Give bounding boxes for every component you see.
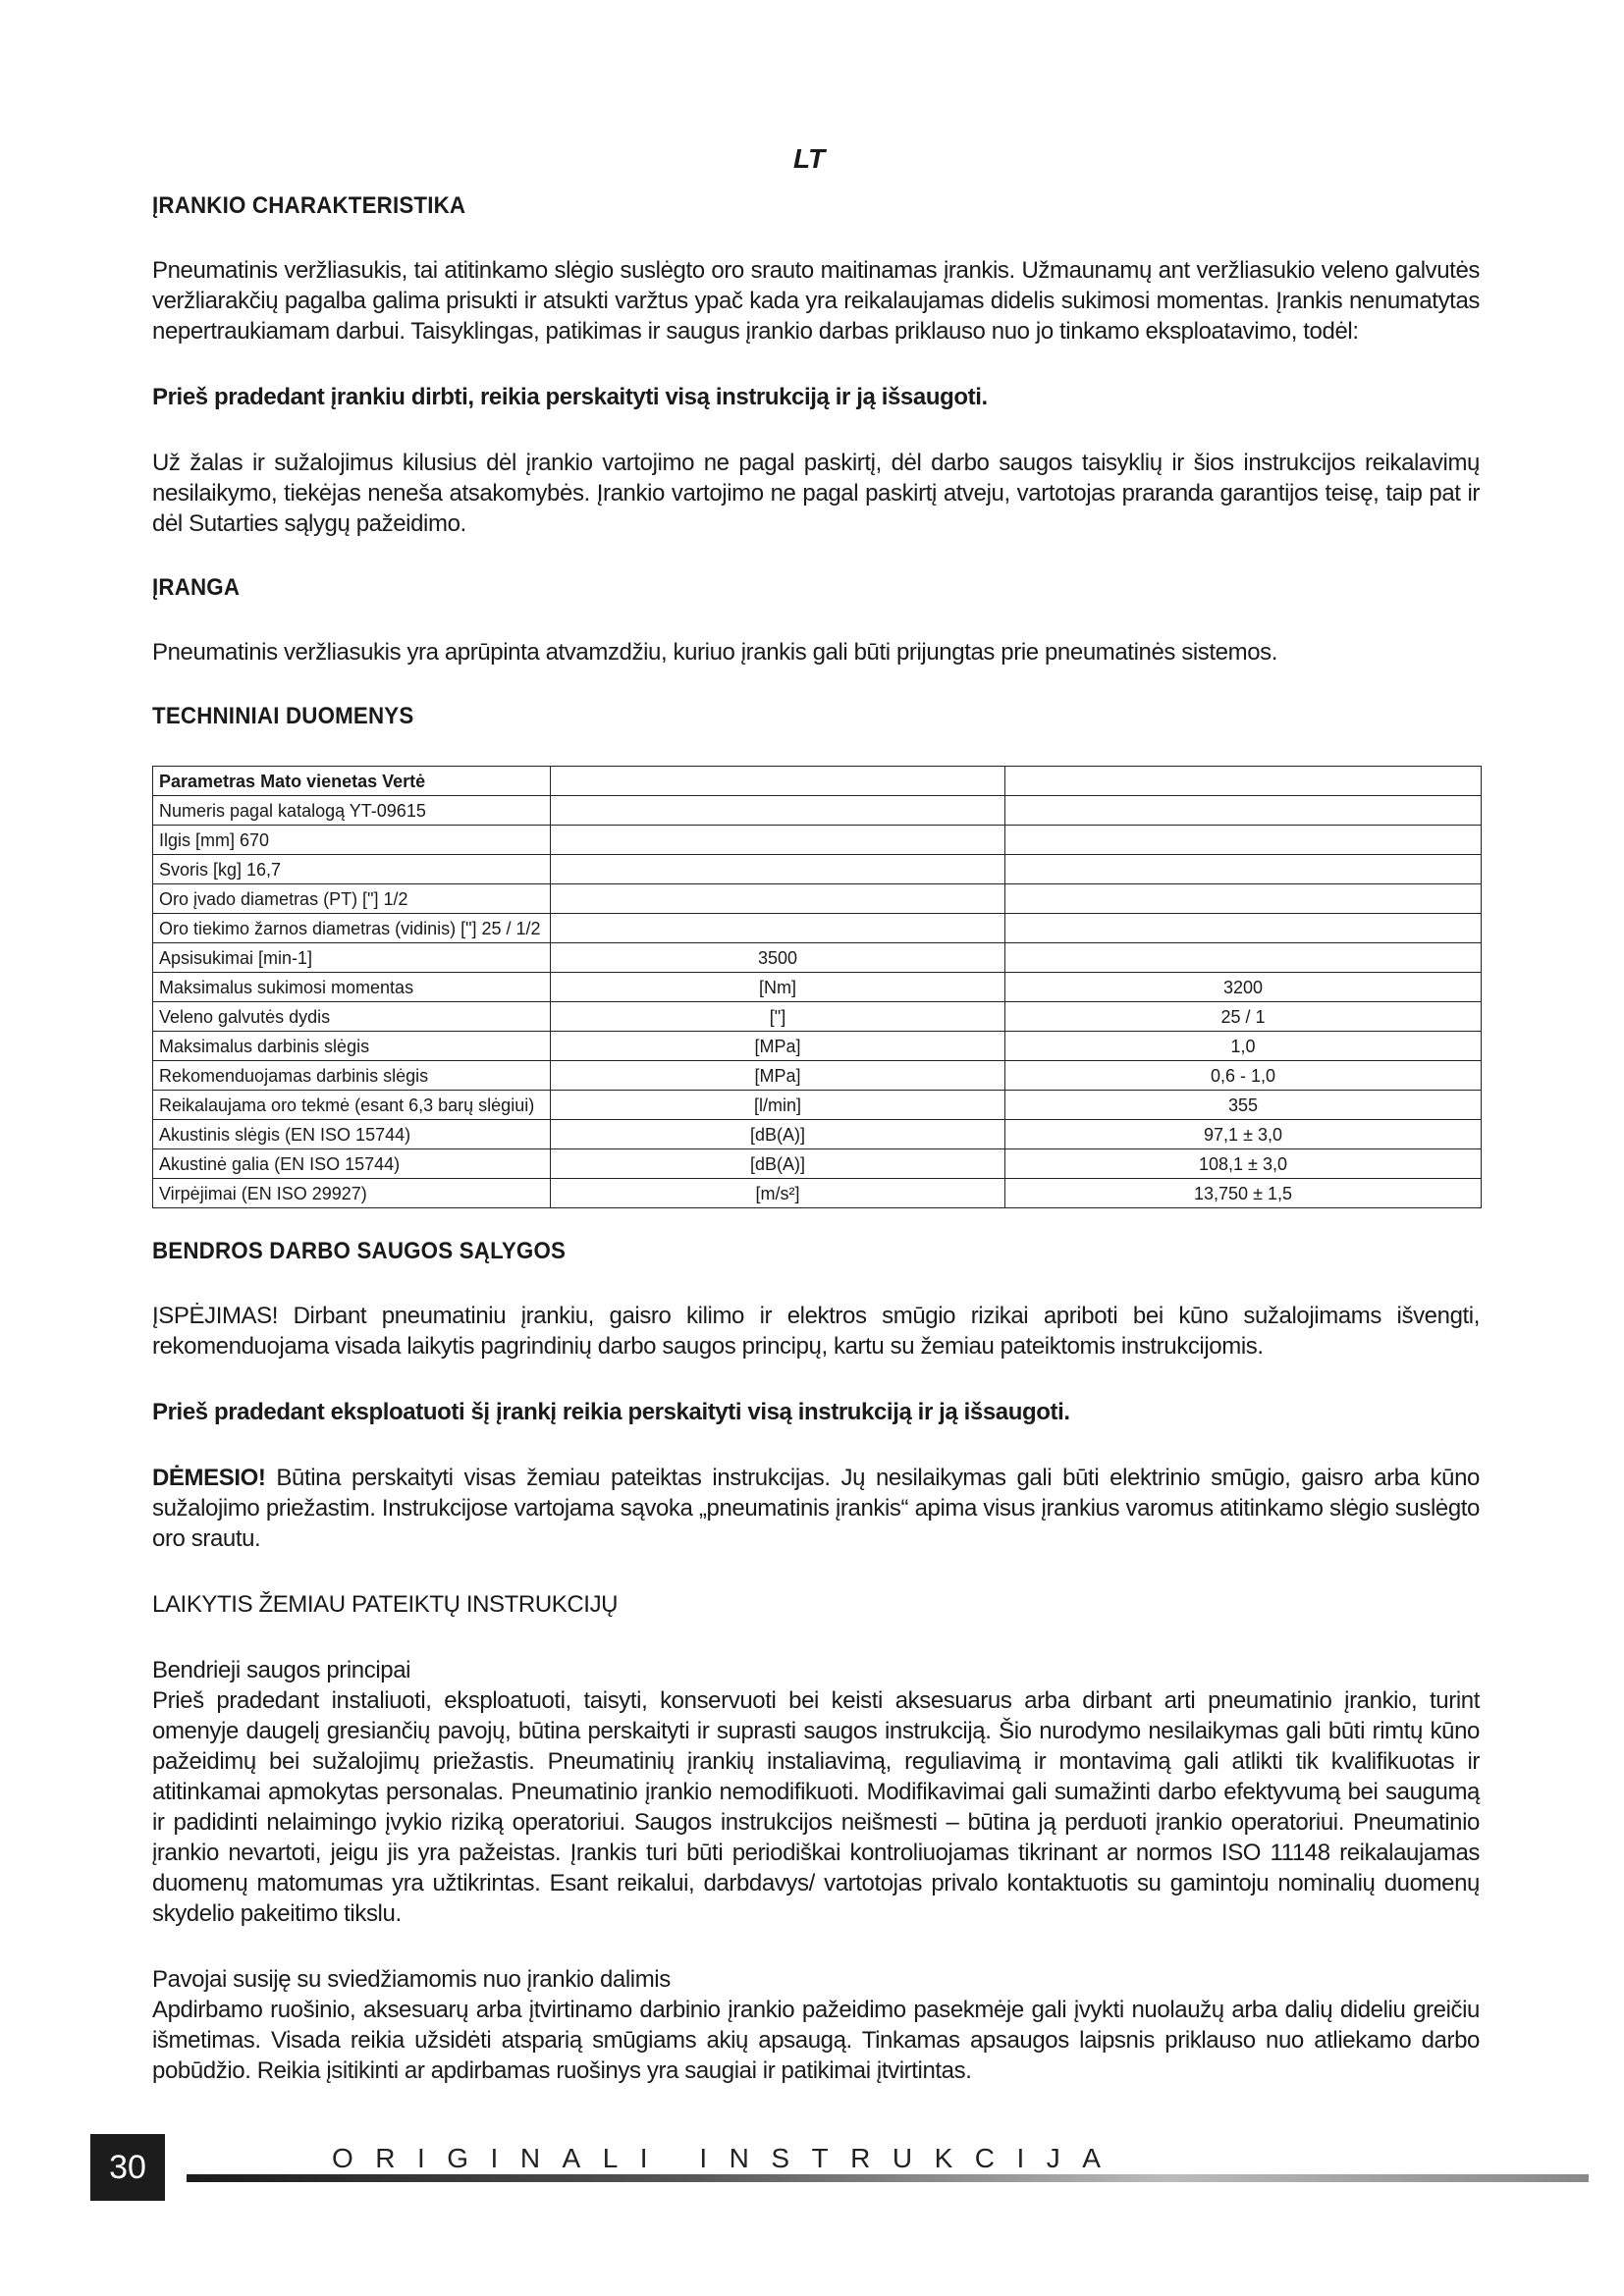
footer-rule — [187, 2174, 1589, 2182]
section-title-charakteristika: ĮRANKIO CHARAKTERISTIKA — [152, 192, 466, 219]
table-cell-unit: [MPa] — [551, 1061, 1005, 1091]
table-cell-parameter: Svoris [kg] 16,7 — [153, 855, 551, 884]
table-cell-parameter: Veleno galvutės dydis — [153, 1002, 551, 1032]
paragraph-saugos-warning: ĮSPĖJIMAS! Dirbant pneumatiniu įrankiu, gaisro kilimo ir elektros smūgio rizikai apriboti bei kūno sužalojimams išvengti, rekomenduojama visada laikytis pagrindinių darbo saugos principų, kartu su žemiau pateiktomis instrukcijomis. — [152, 1303, 1480, 1360]
table-cell-value — [1005, 796, 1482, 826]
page-number: 30 — [90, 2134, 165, 2201]
paragraph-projectile-hazards: Apdirbamo ruošinio, aksesuarų arba įtvirtinamo darbinio įrankio pažeidimo pasekmėje gali įvykti nuolaužų arba dalių dideliu greičiu išmetimas. Visada reikia užsidėti atsparią smūgiams akių apsaugą. Tinkamas apsaugos laipsnis priklauso nuo atliekamo darbo pobūdžio. Reikia įsitikinti ar apdirbamas ruošinys yra saugiai ir patikimai įtvirtintas. — [152, 1997, 1480, 2084]
table-cell-parameter: Akustinis slėgis (EN ISO 15744) — [153, 1120, 551, 1149]
table-cell-value: 97,1 ± 3,0 — [1005, 1120, 1482, 1149]
table-cell-unit: [l/min] — [551, 1091, 1005, 1120]
table-cell-unit — [551, 855, 1005, 884]
language-code: LT — [793, 143, 826, 174]
table-cell-parameter: Parametras Mato vienetas Vertė — [153, 767, 551, 796]
table-cell-parameter: Reikalaujama oro tekmė (esant 6,3 barų slėgiui) — [153, 1091, 551, 1120]
table-row — [153, 943, 1482, 973]
table-cell-parameter: Oro tiekimo žarnos diametras (vidinis) ["] 25 / 1/2 — [153, 914, 551, 943]
table-cell-value — [1005, 943, 1482, 973]
table-cell-unit: [dB(A)] — [551, 1120, 1005, 1149]
table-cell-value: 1,0 — [1005, 1032, 1482, 1061]
table-cell-parameter: Oro įvado diametras (PT) ["] 1/2 — [153, 884, 551, 914]
table-row — [153, 1061, 1482, 1091]
table-row — [153, 1032, 1482, 1061]
section-title-techniniai: TECHNINIAI DUOMENYS — [152, 703, 414, 729]
table-row — [153, 1120, 1482, 1149]
table-row — [153, 1091, 1482, 1120]
table-cell-parameter: Akustinė galia (EN ISO 15744) — [153, 1149, 551, 1179]
table-cell-unit — [551, 884, 1005, 914]
table-cell-unit: ["] — [551, 1002, 1005, 1032]
attention-label: DĖMESIO! — [152, 1465, 266, 1491]
table-cell-unit — [551, 796, 1005, 826]
table-cell-parameter: Maksimalus sukimosi momentas — [153, 973, 551, 1002]
subsection-title-general: Bendrieji saugos principai — [152, 1657, 411, 1683]
table-cell-unit: 3500 — [551, 943, 1005, 973]
table-cell-unit — [551, 914, 1005, 943]
paragraph-follow-instructions: LAIKYTIS ŽEMIAU PATEIKTŲ INSTRUKCIJŲ — [152, 1591, 619, 1618]
table-row — [153, 1149, 1482, 1179]
table-cell-value: 0,6 - 1,0 — [1005, 1061, 1482, 1091]
table-cell-unit: [dB(A)] — [551, 1149, 1005, 1179]
table-cell-value: 108,1 ± 3,0 — [1005, 1149, 1482, 1179]
table-row — [153, 914, 1482, 943]
table-cell-value: 25 / 1 — [1005, 1002, 1482, 1032]
table-cell-unit — [551, 767, 1005, 796]
section-title-iranga: ĮRANGA — [152, 574, 241, 601]
paragraph-iranga-1: Pneumatinis veržliasukis yra aprūpinta atvamzdžiu, kuriuo įrankis gali būti prijungtas prie pneumatinės sistemos. — [152, 639, 1278, 666]
table-row — [153, 796, 1482, 826]
table-cell-parameter: Apsisukimai [min-1] — [153, 943, 551, 973]
paragraph-general-principles: Prieš pradedant instaliuoti, eksploatuoti, taisyti, konservuoti bei keisti aksesuarus arba dirbant arti pneumatinio įrankio, turint omenyje daugelį gresiančių pavojų, būtina perskaityti ir suprasti saugos instrukciją. Šio nurodymo nesilaikymas gali būti rimtų kūno pažeidimų bei sužalojimų priežastis. Pneumatinių įrankių instaliavimą, reguliavimą ir montavimą gali atlikti tik kvalifikuotas ir atitinkamai apmokytas personalas. Pneumatinio įrankio nemodifikuoti. Modifikavimai gali sumažinti darbo efektyvumą bei saugumą ir padidinti nelaimingo įvykio riziką operatoriui. Saugos instrukcijos neišmesti – būtina ją perduoti įrankio operatoriui. Pneumatinio įrankio nevartoti, jeigu jis yra pažeistas. Įrankis turi būti periodiškai kontroliuojamas tikrinant ar normos ISO 11148 reikalaujamas duomenų matomumas yra užtikrintas. Esant reikalui, darbdavys/ vartotojas privalo kontaktuotis su gamintoju nominalių duomenų skydelio pakeitimo tikslu. — [152, 1687, 1480, 1927]
table-cell-value — [1005, 855, 1482, 884]
subsection-title-projectile: Pavojai susiję su sviedžiamomis nuo įrankio dalimis — [152, 1966, 671, 1993]
table-row — [153, 826, 1482, 855]
table-cell-value: 3200 — [1005, 973, 1482, 1002]
table-cell-parameter: Virpėjimai (EN ISO 29927) — [153, 1179, 551, 1208]
table-cell-value — [1005, 826, 1482, 855]
table-row — [153, 884, 1482, 914]
table-cell-parameter: Numeris pagal katalogą YT-09615 — [153, 796, 551, 826]
paragraph-charakteristika-3: Už žalas ir sužalojimus kilusius dėl įrankio vartojimo ne pagal paskirtį, dėl darbo saugos taisyklių ir šios instrukcijos reikalavimų nesilaikymo, tiekėjas neneša atsakomybės. Įrankio vartojimo ne pagal paskirtį atveju, vartotojas praranda garantijos teisę, taip pat ir dėl Sutarties sąlygų pažeidimo. — [152, 450, 1480, 537]
table-cell-unit — [551, 826, 1005, 855]
table-cell-parameter: Maksimalus darbinis slėgis — [153, 1032, 551, 1061]
paragraph-charakteristika-1: Pneumatinis veržliasukis, tai atitinkamo slėgio suslėgto oro srauto maitinamas įrankis. Užmaunamų ant veržliasukio veleno galvutės veržliarakčių pagalba galima prisukti ir atsukti varžtus ypač kada yra reikalaujamas didelis sukimosi momentas. Įrankis nenumatytas nepertraukiamam darbui. Taisyklingas, patikimas ir saugus įrankio darbas priklauso nuo jo tinkamo eksploatavimo, todėl: — [152, 257, 1480, 345]
paragraph-charakteristika-warning: Prieš pradedant įrankiu dirbti, reikia perskaityti visą instrukciją ir ją išsaugoti. — [152, 384, 988, 410]
technical-data-table — [152, 766, 1482, 1208]
table-row — [153, 1179, 1482, 1208]
table-cell-value — [1005, 767, 1482, 796]
table-cell-value — [1005, 914, 1482, 943]
table-row — [153, 973, 1482, 1002]
table-row — [153, 1002, 1482, 1032]
table-cell-value: 13,750 ± 1,5 — [1005, 1179, 1482, 1208]
table-cell-value — [1005, 884, 1482, 914]
table-cell-unit: [Nm] — [551, 973, 1005, 1002]
table-cell-parameter: Rekomenduojamas darbinis slėgis — [153, 1061, 551, 1091]
table-row — [153, 855, 1482, 884]
paragraph-saugos-attention — [152, 1463, 1480, 1554]
table-cell-unit: [m/s²] — [551, 1179, 1005, 1208]
table-row — [153, 767, 1482, 796]
section-title-saugos: BENDROS DARBO SAUGOS SĄLYGOS — [152, 1238, 567, 1264]
footer-title: ORIGINALI INSTRUKCIJA — [332, 2143, 1126, 2174]
table-cell-value: 355 — [1005, 1091, 1482, 1120]
table-cell-parameter: Ilgis [mm] 670 — [153, 826, 551, 855]
attention-text: Būtina perskaityti visas žemiau pateiktas instrukcijas. Jų nesilaikymas gali būti elektrinio smūgio, gaisro arba kūno sužalojimo priežastim. Instrukcijose vartojama sąvoka „pneumatinis įrankis“ apima visus įrankius varomus atitinkamo slėgio suslėgto oro srautu. — [152, 1465, 1480, 1552]
document-body — [152, 192, 1480, 2086]
table-cell-unit: [MPa] — [551, 1032, 1005, 1061]
paragraph-saugos-read-instructions: Prieš pradedant eksploatuoti šį įrankį reikia perskaityti visą instrukciją ir ją išsaugoti. — [152, 1399, 1070, 1425]
